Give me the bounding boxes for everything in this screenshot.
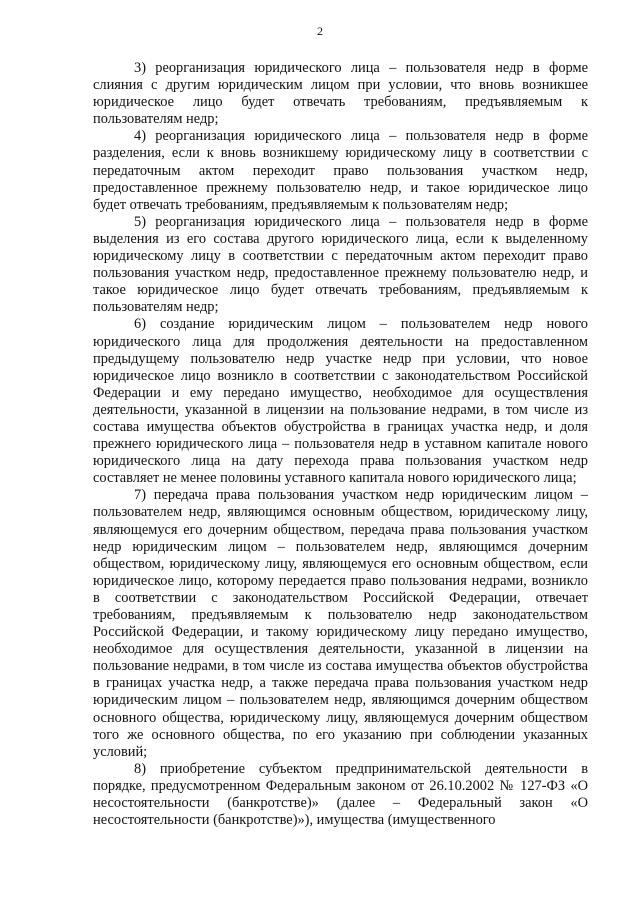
paragraph-item-6: 6) создание юридическим лицом – пользователем недр нового юридического лица для продолжения деятельности на предоставленном предыдущему пользователю недр участке недр при условии, что новое юридическое лицо возникло в соответствии с законодательством Российской Федерации и ему передано имущество, необходимое для осуществления деятельности, указанной в лицензии на пользование недрами, в том числе из состава имущества объектов обустройства в границах участка недр, и доля прежнего юридического лица – пользователя недр в уставном капитале нового юридического лица на дату перехода права пользования участком недр составляет не менее половины уставного капитала нового юридического лица; [93,316,588,487]
paragraph-item-4: 4) реорганизация юридического лица – пользователя недр в форме разделения, если к вновь возникшему юридическому лицу в соответствии с передаточным актом переходит право пользования участком недр, предоставленное прежнему пользователю недр, и такое юридическое лицо будет отвечать требованиям, предъявляемым к пользователям недр; [93,128,588,213]
document-body [93,60,588,829]
paragraph-item-3: 3) реорганизация юридического лица – пользователя недр в форме слияния с другим юридическим лицом при условии, что вновь возникшее юридическое лицо будет отвечать требованиям, предъявляемым к пользователям недр; [93,60,588,128]
paragraph-item-8: 8) приобретение субъектом предпринимательской деятельности в порядке, предусмотренном Федеральным законом от 26.10.2002 № 127-ФЗ «О несостоятельности (банкротстве)» (далее – Федеральный закон «О несостоятельности (банкротстве)»), имущества (имущественного [93,760,588,829]
page-number: 2 [317,24,323,38]
paragraph-item-5: 5) реорганизация юридического лица – пользователя недр в форме выделения из его состава другого юридического лица, если к выделенному юридическому лицу в соответствии с передаточным актом переходит право пользования участком недр, предоставленное прежнему пользователю недр, и такое юридическое лицо будет отвечать требованиям, предъявляемым к пользователям недр; [93,213,588,316]
paragraph-item-7: 7) передача права пользования участком недр юридическим лицом – пользователем недр, являющимся основным обществом, юридическому лицу, являющемуся его дочерним обществом, передача права пользования участком недр юридическим лицом – пользователем недр, являющимся дочерним обществом, юридическому лицу, являющемуся его основным обществом, если юридическое лицо, которому передается право пользования недрами, возникло в соответствии с законодательством Российской Федерации, отвечает требованиям, предъявляемым к пользователю недр законодательством Российской Федерации, и такому юридическому лицу передано имущество, необходимое для осуществления деятельности, указанной в лицензии на пользование недрами, в том числе из состава имущества объектов обустройства в границах участка недр, а также передача права пользования участком недр юридическим лицом – пользователем недр, являющимся дочерним обществом основного общества, юридическому лицу, являющемуся дочерним обществом того же основного общества, по его указанию при соблюдении указанных условий; [93,487,588,760]
